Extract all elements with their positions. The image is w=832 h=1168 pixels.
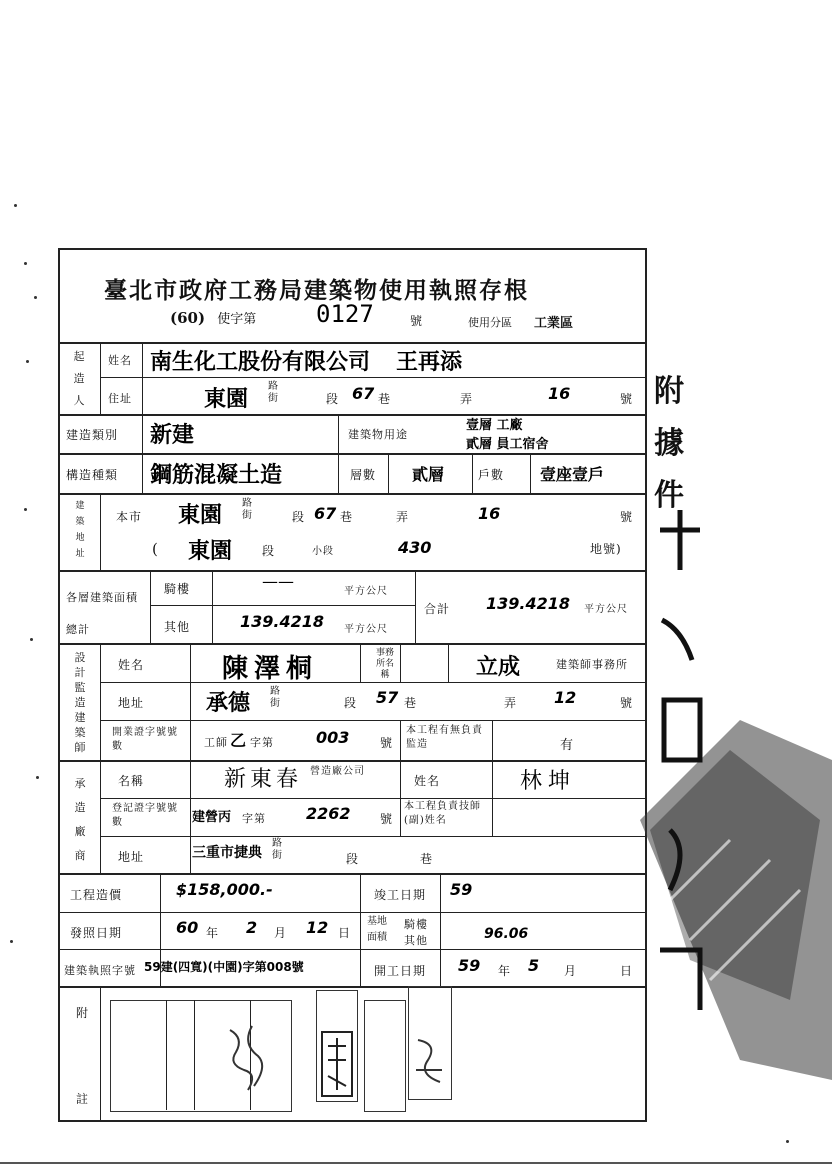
floors-value: 貳層	[412, 465, 445, 484]
total-unit: 平方公尺	[584, 604, 628, 615]
architect-lane-no: 57	[376, 688, 399, 707]
rule	[194, 1000, 195, 1110]
frame-left	[58, 248, 60, 1122]
contractor-address: 三重市捷典	[192, 845, 262, 861]
rule	[58, 414, 647, 416]
form-title: 臺北市政府工務局建築物使用執照存根	[104, 277, 529, 304]
rule	[100, 342, 101, 414]
completion-value: 59	[450, 880, 473, 899]
issue-day-unit: 日	[338, 926, 352, 940]
architect-road: 承德	[206, 691, 251, 716]
applicant-name-label: 姓名	[108, 354, 132, 367]
responsible-label: 本工程有無負責監造	[406, 725, 483, 750]
other-value: 139.4218	[240, 612, 325, 631]
location-road: 東園	[178, 503, 223, 528]
license-class: 乙	[230, 731, 247, 750]
office-suffix: 建築師事務所	[556, 658, 628, 671]
form-number-row	[170, 308, 256, 332]
building-type-label: 建造類別	[66, 428, 119, 442]
structure-value: 鋼筋混凝土造	[150, 463, 283, 488]
location-house-unit: 號	[620, 510, 634, 524]
signature-seal	[320, 1030, 354, 1098]
building-use-label: 建築物用途	[348, 428, 408, 441]
rule	[142, 414, 143, 493]
rule	[150, 570, 151, 643]
lot-unit: 地號)	[590, 542, 622, 556]
start-day-unit: 日	[620, 964, 634, 978]
signature-seal	[412, 1030, 448, 1094]
zone-label: 使用分區	[468, 316, 512, 329]
speck	[14, 204, 17, 207]
arcade-unit: 平方公尺	[344, 586, 388, 597]
architect-section-label: 設計監造建築師	[74, 651, 86, 754]
location-city: 本市	[116, 510, 143, 524]
form-number: 0127	[316, 300, 374, 328]
start-month: 5	[528, 956, 540, 975]
contractor-name-label: 名稱	[118, 774, 145, 788]
location-alley-unit: 弄	[396, 510, 410, 524]
frame-bottom	[58, 1120, 647, 1122]
rule	[400, 760, 401, 836]
arcade-value: ——	[262, 572, 294, 591]
contractor-address-label: 地址	[118, 850, 145, 864]
location-section-unit: 段	[292, 510, 306, 524]
side-page-marks	[650, 510, 710, 1070]
total-label: 合計	[424, 602, 451, 616]
speck	[24, 508, 27, 511]
license-no: 003	[316, 728, 350, 747]
applicant-lane-no: 67	[352, 384, 375, 403]
architect-name-label: 姓名	[118, 658, 145, 672]
site-label: 基地面積	[367, 916, 387, 943]
rule	[530, 453, 531, 493]
contractor-road-unit: 路街	[272, 838, 282, 861]
location-section-label: 建築地址	[75, 501, 85, 559]
building-use-value-1: 壹層 工廠	[466, 418, 523, 433]
office-label: 事務所名稱	[375, 648, 394, 680]
rule	[100, 682, 647, 683]
rule	[58, 643, 647, 645]
architect-house-no: 12	[554, 688, 577, 707]
page-bottom-edge	[0, 1162, 832, 1164]
issue-year: 60	[176, 918, 199, 937]
speck	[26, 360, 29, 363]
number-suffix: 號	[410, 314, 423, 328]
rule	[58, 493, 647, 495]
floors-label: 層數	[350, 468, 377, 482]
rule	[58, 453, 647, 455]
license-unit: 號	[380, 736, 394, 750]
issue-label: 發照日期	[70, 926, 123, 940]
rule	[338, 414, 339, 493]
rule	[388, 453, 389, 493]
speck	[786, 1140, 789, 1143]
rule	[100, 377, 647, 378]
building-use-value-2: 貳層 員工宿舍	[466, 437, 549, 452]
location-lane-unit: 巷	[340, 510, 354, 524]
total-value: 139.4218	[486, 594, 571, 613]
lot-road: 東園	[188, 539, 233, 564]
rule	[415, 570, 416, 643]
applicant-address-label: 住址	[108, 392, 132, 405]
signature-seal	[222, 1020, 272, 1100]
cost-value: $158,000.-	[176, 880, 273, 899]
license-prefix: 工師	[204, 736, 228, 749]
contractor-person-label: 姓名	[414, 774, 441, 788]
contractor-person: 林坤	[520, 769, 577, 794]
rule	[360, 643, 361, 682]
completion-label: 竣工日期	[374, 888, 427, 902]
reg-word: 字第	[242, 812, 266, 825]
reg-label: 登記證字號號數	[112, 803, 178, 828]
number-word: 使字第	[217, 312, 257, 327]
tech-label: 本工程負責技師(副)姓名	[404, 801, 481, 826]
zone-value: 工業區	[534, 316, 574, 331]
architect-road-unit: 路街	[270, 686, 280, 709]
start-month-unit: 月	[564, 964, 578, 978]
reg-no: 2262	[306, 804, 351, 823]
rule	[150, 605, 415, 606]
building-type-value: 新建	[150, 423, 195, 448]
rule	[166, 1000, 167, 1110]
applicant-company: 南生化工股份有限公司	[150, 350, 371, 375]
lot-section-unit: 段	[262, 544, 276, 558]
speck	[24, 262, 27, 265]
contractor-lane-unit: 巷	[420, 852, 434, 866]
location-road-unit: 路街	[242, 498, 252, 521]
reg-unit: 號	[380, 812, 394, 826]
permit-label: 建築執照字號	[64, 964, 136, 977]
speck	[34, 296, 37, 299]
issue-year-unit: 年	[206, 926, 220, 940]
issue-month-unit: 月	[274, 926, 288, 940]
rule	[100, 643, 101, 873]
frame-top	[58, 248, 647, 250]
rule	[472, 453, 473, 493]
area-section-label: 各層建築面積總計	[66, 591, 138, 636]
rule	[58, 570, 647, 572]
rule	[100, 986, 101, 1120]
rule	[400, 643, 401, 682]
architect-address-label: 地址	[118, 696, 145, 710]
contractor-section-label: 承造廠商	[74, 777, 86, 862]
lot-paren-open: (	[152, 540, 159, 558]
issue-day: 12	[306, 918, 329, 937]
applicant-section-unit: 段	[326, 392, 340, 406]
applicant-alley-unit: 弄	[460, 392, 474, 406]
applicant-person: 王再添	[396, 350, 463, 375]
architect-name: 陳澤桐	[222, 654, 319, 684]
site-arcade-label: 騎樓	[404, 918, 428, 931]
applicant-house-unit: 號	[620, 392, 634, 406]
rule	[100, 493, 101, 570]
applicant-road-unit: 路街	[268, 381, 278, 404]
structure-label: 構造種類	[66, 468, 119, 482]
architect-lane-unit: 巷	[404, 696, 418, 710]
approval-stamp-box	[364, 1000, 406, 1112]
rule	[440, 873, 441, 986]
reg-prefix: 建營丙	[192, 810, 232, 825]
remarks-label-2: 註	[76, 1092, 90, 1106]
number-prefix: (60)	[170, 309, 206, 327]
side-text: 附據件	[654, 374, 684, 513]
contractor-section-unit: 段	[346, 852, 360, 866]
applicant-road: 東園	[204, 387, 249, 412]
cost-label: 工程造價	[70, 888, 123, 902]
architect-section-unit: 段	[344, 696, 358, 710]
applicant-lane-unit: 巷	[378, 392, 392, 406]
start-year-unit: 年	[498, 964, 512, 978]
site-value: 96.06	[484, 926, 529, 942]
architect-house-unit: 號	[620, 696, 634, 710]
rule	[58, 342, 647, 344]
lot-subsection-unit: 小段	[312, 546, 334, 557]
households-label: 戶數	[478, 468, 505, 482]
site-other-label: 其他	[404, 934, 428, 947]
responsible-value: 有	[560, 738, 575, 753]
applicant-section-label: 起造人	[73, 350, 85, 407]
other-label: 其他	[164, 620, 191, 634]
issue-month: 2	[246, 918, 258, 937]
rule	[142, 342, 143, 414]
rule	[212, 570, 213, 643]
households-value: 壹座壹戶	[540, 465, 605, 484]
remarks-label-1: 附	[76, 1006, 90, 1020]
other-unit: 平方公尺	[344, 624, 388, 635]
rule	[190, 643, 191, 873]
speck	[36, 776, 39, 779]
start-label: 開工日期	[374, 964, 427, 978]
applicant-house-no: 16	[548, 384, 571, 403]
rule	[360, 873, 361, 986]
license-label: 開業證字號號數	[112, 727, 178, 752]
arcade-label: 騎樓	[164, 582, 191, 596]
rule	[400, 720, 401, 760]
start-year: 59	[458, 956, 481, 975]
lot-no: 430	[398, 538, 432, 557]
license-word: 字第	[250, 736, 274, 749]
speck	[30, 638, 33, 641]
architect-alley-unit: 弄	[504, 696, 518, 710]
location-lane-no: 67	[314, 504, 337, 523]
rule	[448, 643, 449, 682]
speck	[10, 940, 13, 943]
location-house-no: 16	[478, 504, 501, 523]
contractor-name-suffix: 營造廠公司	[310, 766, 365, 777]
permit-value: 59建(四寬)(中園)字第008號	[144, 960, 304, 974]
contractor-name: 新東春	[224, 767, 303, 792]
office-value: 立成	[476, 655, 521, 680]
